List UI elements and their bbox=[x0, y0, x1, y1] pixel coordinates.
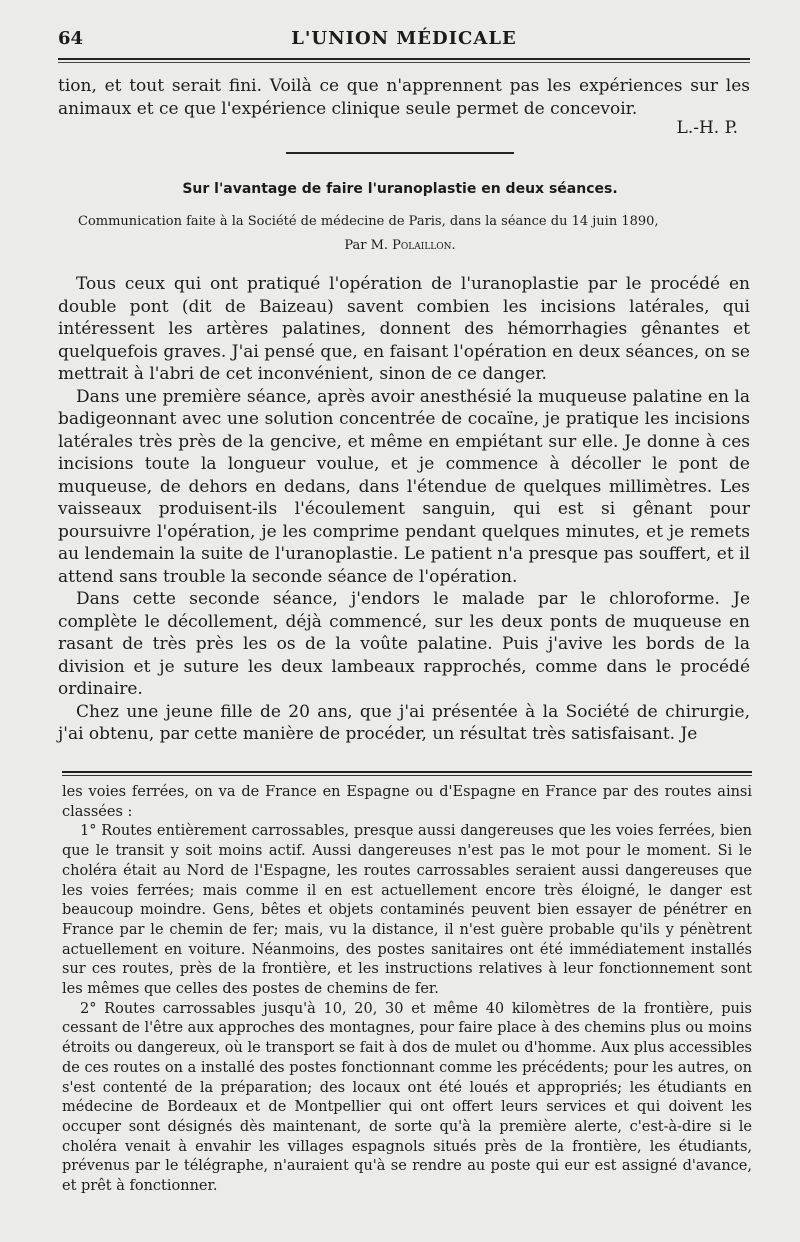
section-divider bbox=[286, 152, 514, 154]
header-rule bbox=[58, 58, 750, 60]
footnote-paragraph: 2° Routes carrossables jusqu'à 10, 20, 30 et même 40 kilomètres de la frontière, puis cessant de l'être aux approches des montagnes, pour faire place à des chemins plus ou moins étroits ou dangereux, où le transport se fait à dos de mulet ou d'homme. Aux plus accessibles de ces routes on a installé des postes fonctionnant comme les précédents; pour les autres, on s'est contenté de la préparation; des locaux ont été loués et appropriés; les étudiants en médecine de Bordeaux et de Montpellier qui ont offert leurs services et qui doivent les occuper sont désignés dès maintenant, de sorte qu'à la première alerte, c'est-à-dire si le choléra venait à envahir les villages espagnols situés près de la frontière, les étudiants, prévenus par le télégraphe, n'auraient qu'à se rendre au poste qui eur est assigné d'avance, et prêt à fonctionner. bbox=[62, 1000, 752, 1195]
paragraph: tion, et tout serait fini. Voilà ce que n'apprennent pas les expériences sur les animaux et ce que l'expérience clinique seule permet de concevoir. bbox=[58, 76, 750, 119]
paragraph: Dans cette seconde séance, j'endors le malade par le chloroforme. Je complète le décollement, déjà commencé, sur les deux ponts de muqueuse en rasant de très près les os de la voûte palatine. Puis j'avive les bords de la division et je suture les deux lambeaux rapprochés, comme dans le procédé ordinaire. bbox=[58, 589, 750, 699]
header-rule-thin bbox=[58, 62, 750, 63]
article-title: Sur l'avantage de faire l'uranoplastie en deux séances. bbox=[182, 181, 618, 197]
journal-title: L'UNION MÉDICALE bbox=[291, 28, 517, 49]
paragraph: Tous ceux qui ont pratiqué l'opération de l'uranoplastie par le procédé en double pont (dit de Baizeau) savent combien les incisions latérales, qui intéressent les artères palatines, donnent des hémorrhagies gênantes et quelquefois graves. J'ai pensé que, en faisant l'opération en deux séances, on se mettrait à l'abri de cet inconvénient, sinon de ce danger. bbox=[58, 274, 750, 384]
paragraph: Chez une jeune fille de 20 ans, que j'ai présentée à la Société de chirurgie, j'ai obtenu, par cette manière de procéder, un résultat très satisfaisant. Je bbox=[58, 701, 750, 744]
page-number: 64 bbox=[58, 28, 84, 49]
footnote-rule-thin bbox=[62, 775, 752, 776]
author-line bbox=[0, 238, 800, 253]
article-body bbox=[58, 273, 750, 746]
paragraph: Dans une première séance, après avoir anesthésié la muqueuse palatine en la badigeonnant avec une solution concentrée de cocaïne, je pratique les incisions latérales très près de la gencive, et même en empiétant sur elle. Je donne à ces incisions toute la longueur voulue, et je commence à décoller le pont de muqueuse, de dehors en dedans, dans l'étendue de quelques millimètres. Les vaisseaux produisent-ils l'écoulement sanguin, qui est si gênant pour poursuivre l'opération, je les comprime pendant quelques minutes, et je remets au lendemain la suite de l'uranoplastie. Le patient n'a presque pas souffert, et il attend sans trouble la seconde séance de l'opération. bbox=[58, 386, 750, 587]
footnote-paragraph: 1° Routes entièrement carrossables, presque aussi dangereuses que les voies ferrées, bien que le transit y soit moins actif. Aussi dangereuses n'est pas le mot pour le moment. Si le choléra était au Nord de l'Espagne, les routes carrossables seraient aussi dangereuses que les voies ferrées; mais comme il en est actuellement encore très éloigné, le danger est beaucoup moindre. Gens, bêtes et objets contaminés peuvent bien essayer de pénétrer en France par le chemin de fer; mais, vu la distance, il n'est guère probable qu'ils y pénètrent actuellement en voiture. Néanmoins, des postes sanitaires ont été immédiatement installés sur ces routes, près de la frontière, et les instructions relatives à leur fonctionnement sont les mêmes que celles des postes de chemins de fer. bbox=[62, 823, 752, 998]
communication-note: Communication faite à la Société de médecine de Paris, dans la séance du 14 juin 1890, bbox=[78, 214, 659, 229]
running-header bbox=[58, 26, 750, 56]
signature: L.-H. P. bbox=[676, 118, 738, 138]
footnote-paragraph: les voies ferrées, on va de France en Espagne ou d'Espagne en France par des routes ainsi classées : bbox=[62, 784, 752, 820]
footnote bbox=[62, 783, 752, 1197]
author-prefix: Par M. bbox=[344, 238, 389, 253]
previous-article-ending bbox=[58, 75, 750, 120]
footnote-rule bbox=[62, 771, 752, 773]
author-name: Polaillon. bbox=[392, 238, 456, 253]
